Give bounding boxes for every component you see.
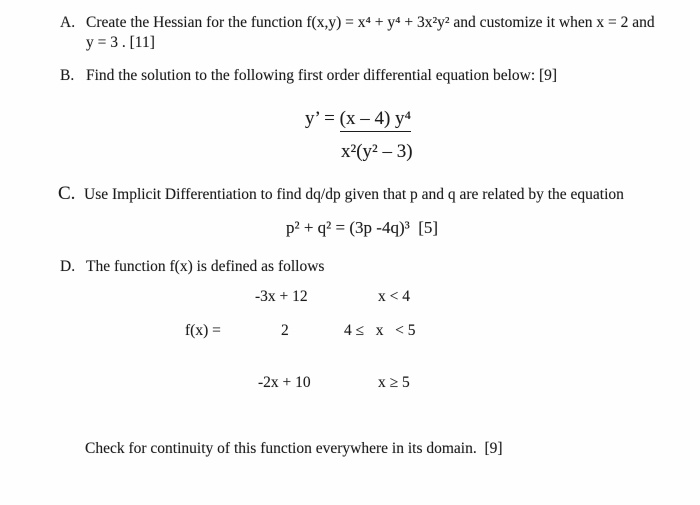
piecewise-cond-3: x ≥ 5	[378, 374, 410, 391]
equation-b-denominator: x²(y² – 3)	[341, 141, 413, 162]
question-b-text: Find the solution to the following first order differential equation below: [9]	[86, 67, 558, 84]
question-a-line1: Create the Hessian for the function f(x,y) = x⁴ + y⁴ + 3x²y² and customize it when x = 2 and	[86, 14, 655, 31]
piecewise-expr-3: -2x + 10	[258, 374, 311, 391]
question-b	[60, 66, 557, 86]
piecewise-cond-2: 4 ≤ x < 5	[344, 322, 416, 339]
piecewise-cond-1: x < 4	[378, 288, 410, 305]
question-a	[60, 13, 655, 53]
piecewise-expr-1: -3x + 12	[255, 288, 308, 305]
question-a-label: A.	[60, 14, 76, 31]
question-c-equation: p² + q² = (3p -4q)³ [5]	[286, 218, 439, 237]
question-d-label: D.	[60, 258, 76, 275]
continuity-instruction: Check for continuity of this function everywhere in its domain. [9]	[85, 440, 503, 457]
piecewise-expr-2: 2	[281, 322, 289, 339]
equation-b-numerator: (x – 4) y⁴	[340, 108, 412, 132]
question-b-label: B.	[60, 67, 75, 84]
question-c-label: C.	[58, 183, 76, 204]
equation-b-lhs: y’ =	[305, 108, 340, 129]
question-d	[60, 257, 324, 277]
question-a-line2: y = 3 . [11]	[86, 34, 155, 51]
piecewise-fx-label: f(x) =	[185, 322, 221, 339]
question-c	[58, 183, 624, 205]
question-d-text: The function f(x) is defined as follows	[86, 258, 325, 275]
question-b-equation	[305, 108, 413, 163]
question-c-text: Use Implicit Differentiation to find dq/dp given that p and q are related by the equation	[84, 186, 624, 203]
